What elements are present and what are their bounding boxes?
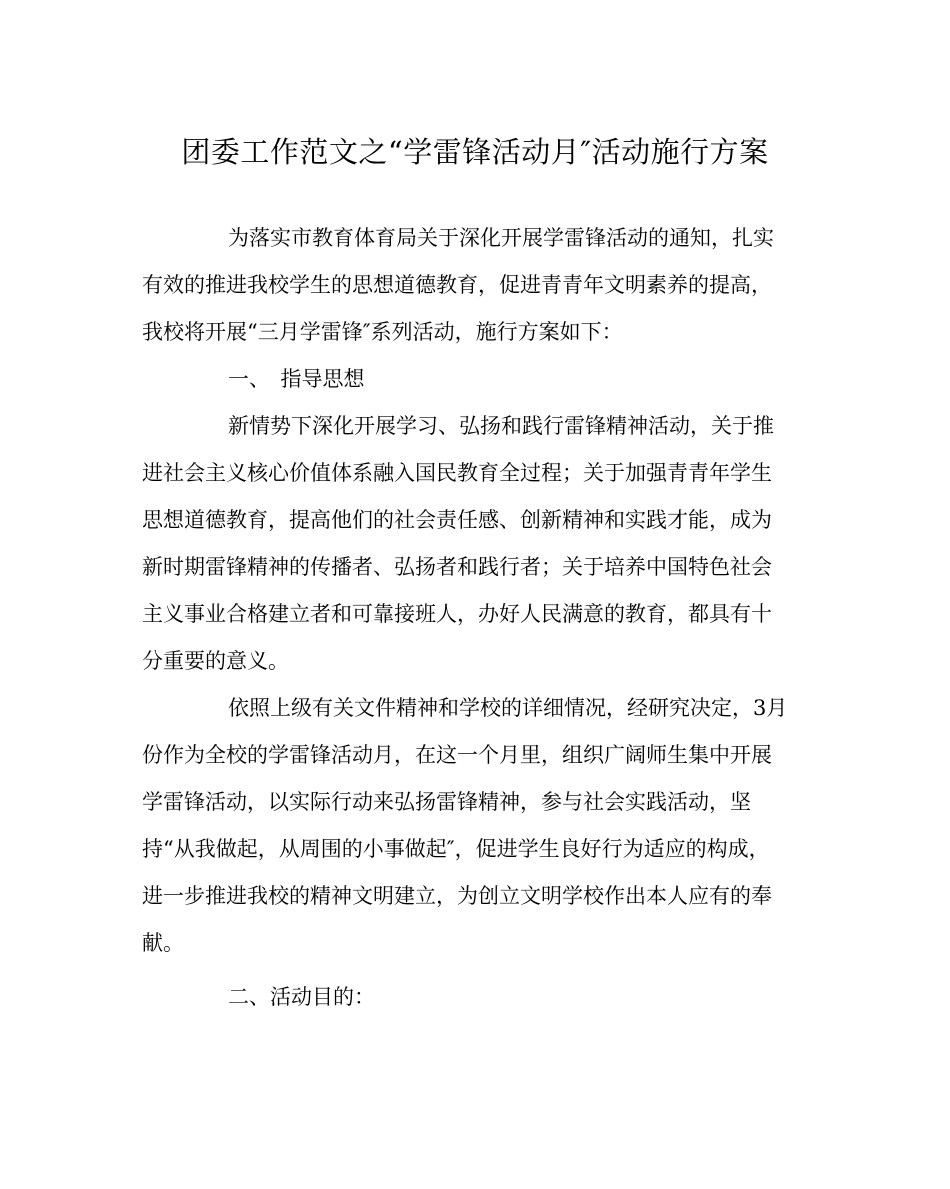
paragraph-line: 献。 xyxy=(142,931,184,955)
paragraph-line: 分重要的意义。 xyxy=(142,649,289,673)
paragraph-line: 我校将开展“三月学雷锋″系列活动，施行方案如下： xyxy=(142,320,623,344)
paragraph-line: 学雷锋活动，以实际行动来弘扬雷锋精神，参与社会实践活动，坚 xyxy=(142,790,751,814)
section-heading: 二、活动目的： xyxy=(228,985,375,1009)
section-heading: 一、 指导思想 xyxy=(228,367,365,391)
paragraph-line: 依照上级有关文件精神和学校的详细情况，经研究决定，3月 xyxy=(228,696,788,720)
paragraph-line: 进一步推进我校的精神文明建立，为创立文明学校作出本人应有的奉 xyxy=(142,884,772,908)
document-body xyxy=(142,215,812,1021)
paragraph-line: 新时期雷锋精神的传播者、弘扬者和践行者；关于培养中国特色社会 xyxy=(142,555,772,579)
paragraph-line: 份作为全校的学雷锋活动月，在这一个月里，组织广阔师生集中开展 xyxy=(142,743,772,767)
paragraph-line: 思想道德教育，提高他们的社会责任感、创新精神和实践才能，成为 xyxy=(142,508,772,532)
paragraph-line: 主义事业合格建立者和可靠接班人，办好人民满意的教育，都具有十 xyxy=(142,602,772,626)
paragraph-line: 进社会主义核心价值体系融入国民教育全过程；关于加强青青年学生 xyxy=(142,461,772,485)
spacer xyxy=(142,967,812,974)
paragraph-line: 为落实市教育体育局关于深化开展学雷锋活动的通知，扎实 xyxy=(228,226,774,250)
paragraph-line: 有效的推进我校学生的思想道德教育，促进青青年文明素养的提高， xyxy=(142,273,772,297)
paragraph-line: 新情势下深化开展学习、弘扬和践行雷锋精神活动，关于推 xyxy=(228,414,774,438)
document-title: 团委工作范文之“学雷锋活动月″活动施行方案 xyxy=(181,135,769,169)
paragraph-line: 持“从我做起，从周围的小事做起″，促进学生良好行为适应的构成， xyxy=(142,837,770,861)
